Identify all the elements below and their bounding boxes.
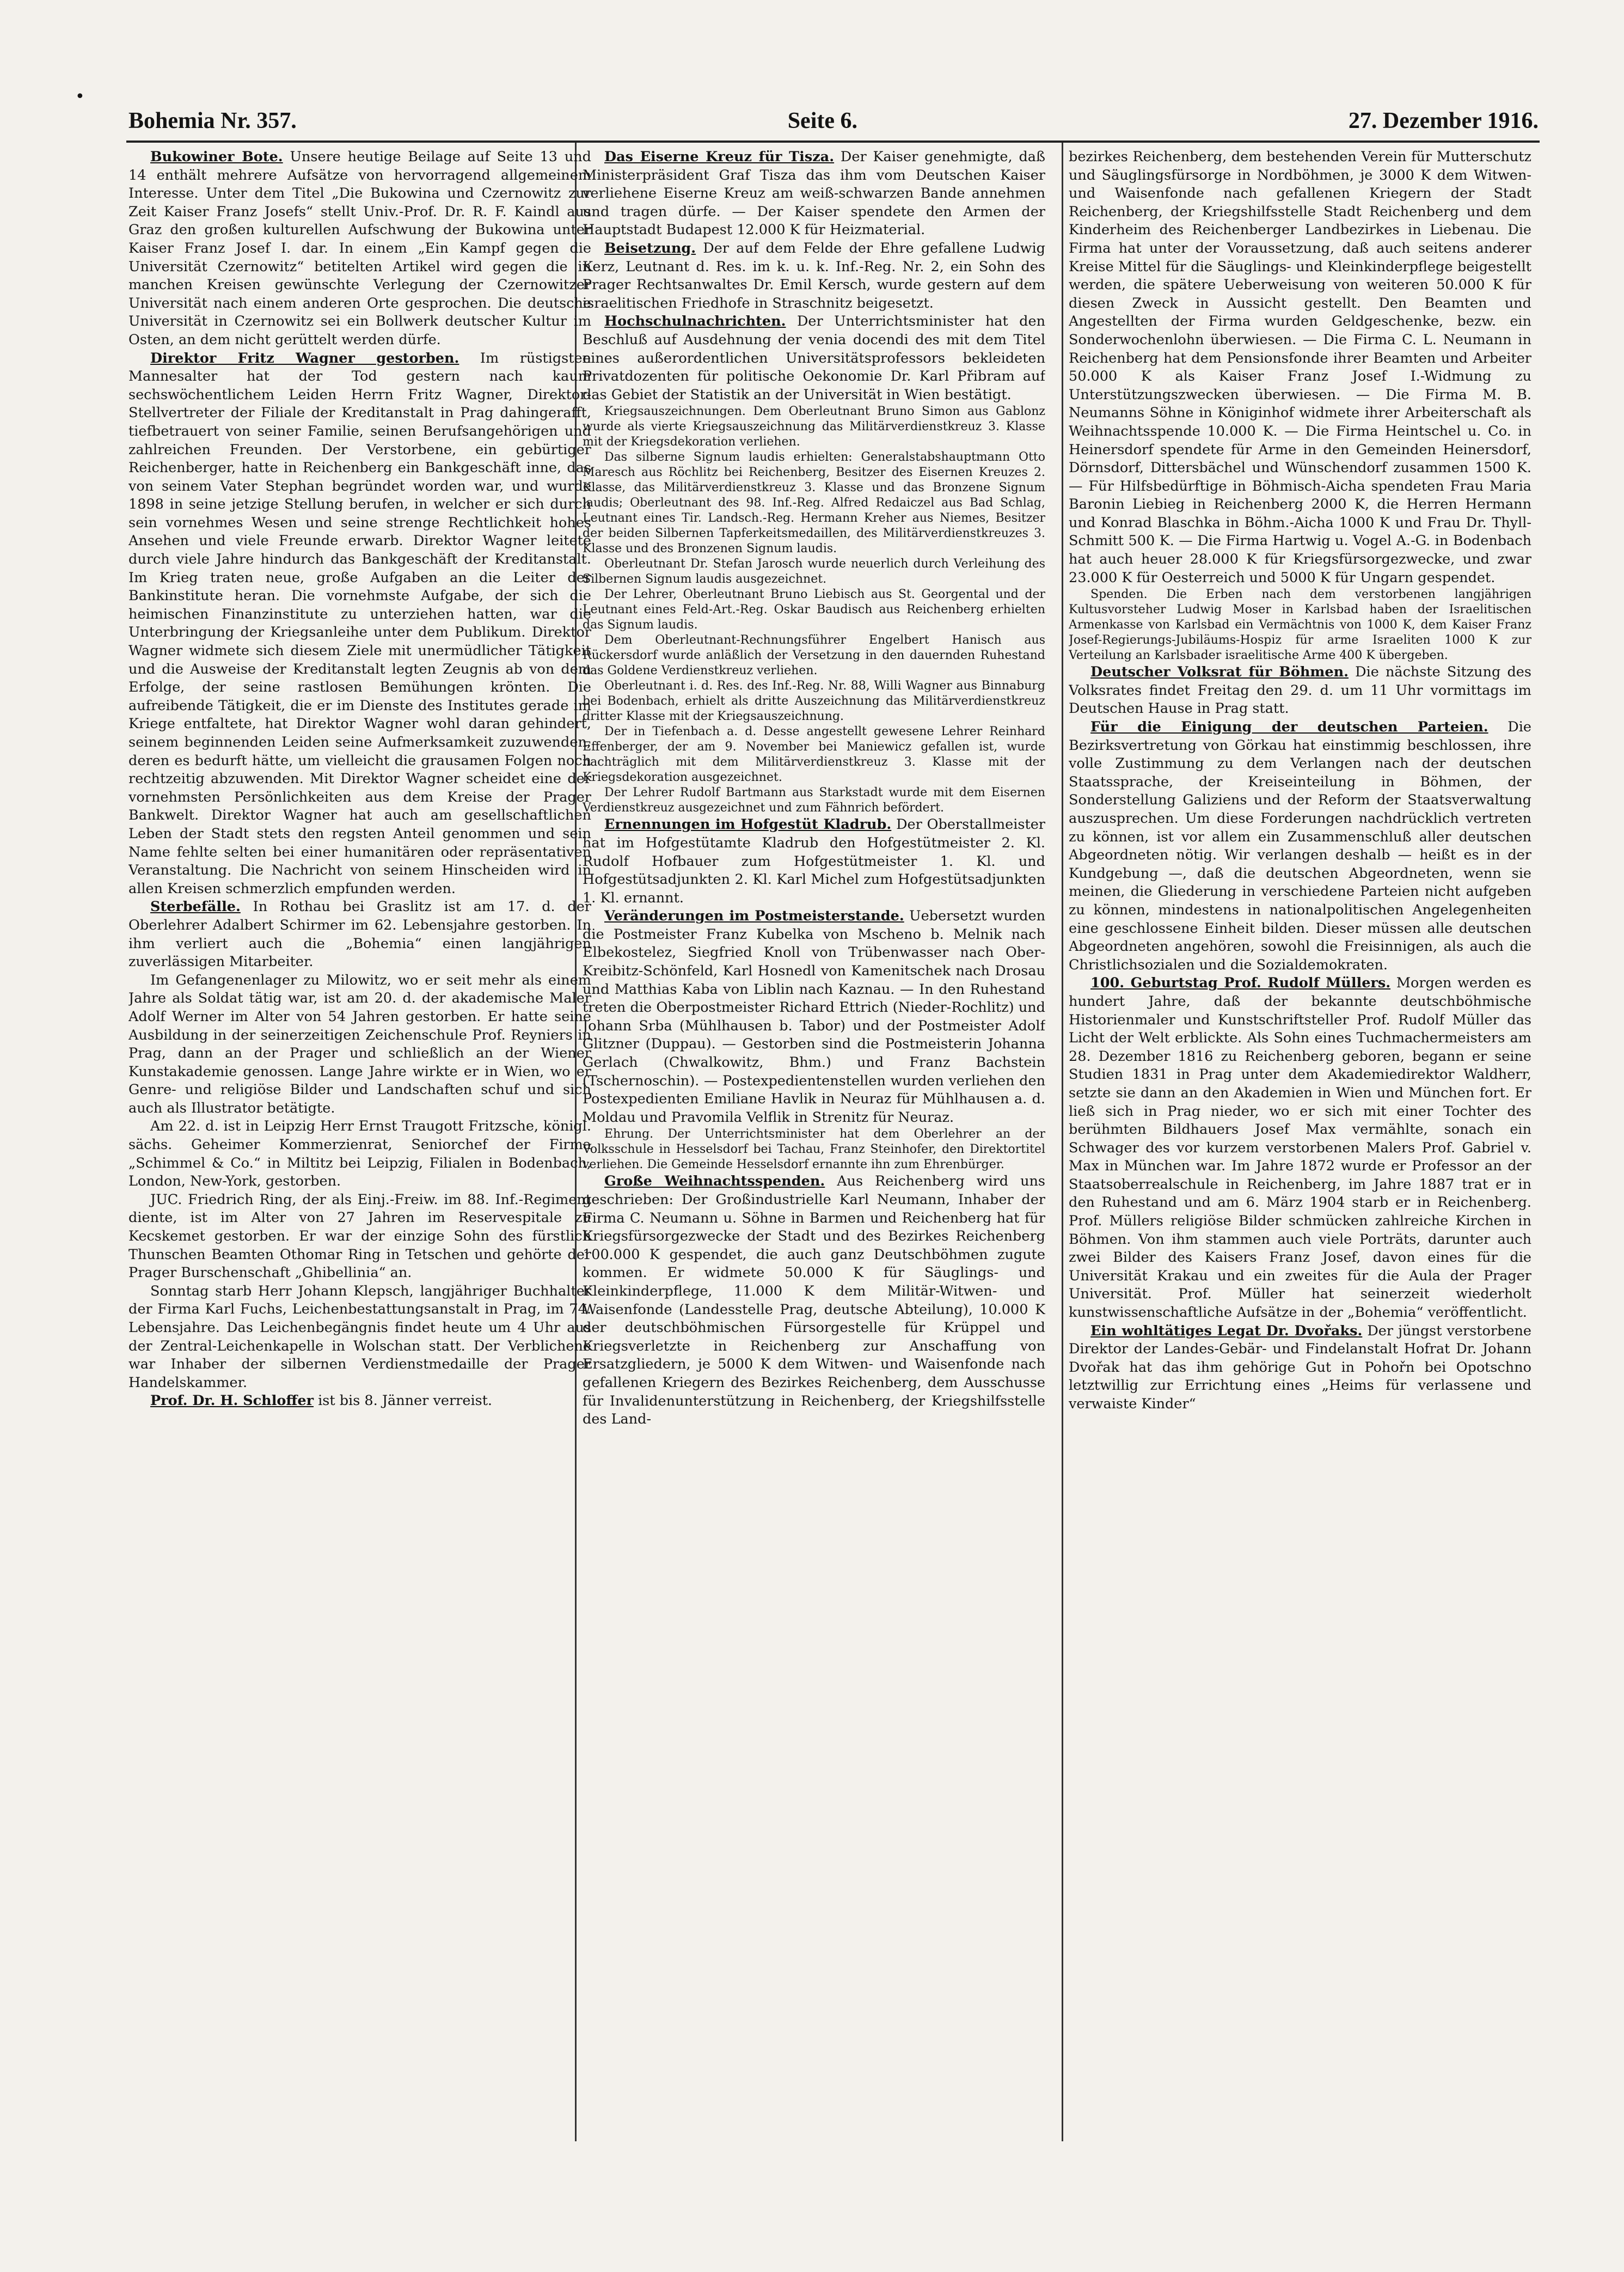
article-text: Der auf dem Felde der Ehre gefallene Ludwig Kerz, Leutnant d. Res. im k. u. k. Inf.-Reg. Nr. 2, ein Sohn des Prager Rechtsanwaltes Dr. Emil Kersch, wurde gestern auf dem israelitischen Friedhofe in Straschnitz beigesetzt. <box>583 240 1045 312</box>
header-page-number: Seite 6. <box>787 108 857 133</box>
article-text: Oberleutnant i. d. Res. des Inf.-Reg. Nr. 88, Willi Wagner aus Binnaburg bei Bodenbach, erhielt als dritte Auszeichnung das Militärverdienstkreuz dritter Klasse mit der Kriegsauszeichnung. <box>583 679 1045 724</box>
article-paragraph <box>583 313 1045 404</box>
article-heading: Große Weihnachtsspenden. <box>604 1173 825 1190</box>
article-text: Der Lehrer, Oberleutnant Bruno Liebisch aus St. Georgental und der Leutnant eines Feld-Art.-Reg. Oskar Baudisch aus Reichenberg erhielten das Signum laudis. <box>583 588 1045 632</box>
article-paragraph <box>583 724 1045 785</box>
article-paragraph <box>1069 974 1531 1322</box>
article-paragraph <box>583 557 1045 587</box>
article-heading: Prof. Dr. H. Schloffer <box>150 1392 314 1409</box>
article-heading: Ein wohltätiges Legat Dr. Dvořaks. <box>1090 1322 1363 1339</box>
print-speck: • <box>75 87 85 106</box>
article-text: Morgen werden es hundert Jahre, daß der bekannte deutschböhmische Historienmaler und Kunstschriftsteller Prof. Rudolf Müller das Licht der Welt erblickte. Als Sohn eines Tuchmachermeisters am 28. Dezember 1816 zu Reichenberg geboren, begann er seine Studien 1831 in Prag unter dem Akademiedirektor Waldherr, setzte sie dann an den Akademien in Wien und München fort. Er ließ sich in Prag nieder, wo er sich mit einer Tochter des berühmten Bildhauers Josef Max vermählte, sonach ein Schwager des vor kurzem verstorbenen Malers Prof. Gabriel v. Max in München war. Im Jahre 1872 wurde er Professor an der Staatsoberrealschule in Reichenberg, im Jahre 1887 trat er in den Ruhestand und am 6. März 1904 starb er in Reichenberg. Prof. Müllers religiöse Bilder schmücken zahlreiche Kirchen in Böhmen. Von ihm stammen auch viele Porträts, darunter auch zwei Bilder des Kaisers Franz Josef, davon eines für die Universität Krakau und ein zweites für die Aula der Prager Universität. Prof. Müller hat seinerzeit wiederholt kunstwissenschaftliche Aufsätze in der „Bohemia“ veröffentlicht. <box>1069 975 1531 1321</box>
article-paragraph <box>583 587 1045 633</box>
article-text: Das silberne Signum laudis erhielten: Generalstabshauptmann Otto Maresch aus Röchlitz bei Reichenberg, Besitzer des Eisernen Kreuzes 2. Klasse, das Militärverdienstkreuz 3. Klasse und das Bronzene Signum laudis; Oberleutnant des 98. Inf.-Reg. Alfred Redaiczel aus Bad Schlag, Leutnant eines Tir. Landsch.-Reg. Hermann Kreher aus Niemes, Besitzer der beiden Silbernen Tapferkeitsmedaillen, des Militärverdienstkreuzes 3. Klasse und des Bronzenen Signum laudis. <box>583 450 1045 556</box>
article-heading: Ernennungen im Hofgestüt Kladrub. <box>604 816 892 833</box>
article-text: Spenden. Die Erben nach dem verstorbenen langjährigen Kultusvorsteher Ludwig Moser in Karlsbad haben der Israelitischen Armenkasse von Karlsbad ein Vermächtnis von 1000 K, dem Kaiser Franz Josef-Regierungs-Jubiläums-Hospiz für arme Israeliten 1000 K zur Verteilung an Karlsbader israelitische Arme 400 K übergeben. <box>1069 588 1531 663</box>
article-text: Kriegsauszeichnungen. Dem Oberleutnant Bruno Simon aus Gablonz wurde als vierte Kriegsauszeichnung das Militärverdienstkreuz 3. Klasse mit der Kriegsdekoration verliehen. <box>583 405 1045 449</box>
article-paragraph <box>583 679 1045 724</box>
article-heading: Direktor Fritz Wagner gestorben. <box>150 350 459 367</box>
article-paragraph <box>583 633 1045 679</box>
article-text: Am 22. d. ist in Leipzig Herr Ernst Traugott Fritzsche, königl. sächs. Geheimer Kommerzienrat, Seniorchef der Firma „Schimmel & Co.“ in Miltitz bei Leipzig, Filialen in Bodenbach, London, New-York, gestorben. <box>128 1118 591 1190</box>
article-text: Der Lehrer Rudolf Bartmann aus Starkstadt wurde mit dem Eisernen Verdienstkreuz ausgezeichnet und zum Fähnrich befördert. <box>583 786 1045 815</box>
header-date: 27. Dezember 1916. <box>1348 108 1539 133</box>
article-heading: Für die Einigung der deutschen Parteien. <box>1090 719 1488 736</box>
column-rule-2 <box>1062 143 1063 2141</box>
article-heading: Beisetzung. <box>604 240 696 256</box>
article-text: Im rüstigsten Mannesalter hat der Tod gestern nach kaum sechswöchentlichem Leiden Herrn Fritz Wagner, Direktor-Stellvertreter der Filiale der Kreditanstalt in Prag dahingerafft, tiefbetrauert von seiner Familie, seinen Berufsangehörigen und zahlreichen Freunden. Der Verstorbene, ein gebürtiger Reichenberger, hatte in Reichenberg ein Bankgeschäft inne, das von seinem Vater Stephan begründet worden war, und wurde 1898 in seine jetzige Stellung berufen, in welcher er sich durch sein vornehmes Wesen und seine strenge Rechtlichkeit hohes Ansehen und viele Freunde erwarb. Direktor Wagner leitete durch viele Jahre hindurch das Bankgeschäft der Kreditanstalt. Im Krieg traten neue, große Aufgaben an die Leiter der Bankinstitute heran. Die vornehmste Aufgabe, der sich die heimischen Finanzinstitute zu unterziehen hatten, war die Unterbringung der Kriegsanleihe unter dem Publikum. Direktor Wagner widmete sich diesem Ziele mit unermüdlicher Tätigkeit und die Ausweise der Kreditanstalt legten Zeugnis ab von dem Erfolge, der seine rastlosen Bemühungen krönten. Die aufreibende Tätigkeit, die er im Dienste des Institutes gerade im Kriege entfaltete, hat Direktor Wagner wohl daran gehindert, seinem beginnenden Leiden seine Aufmerksamkeit zuzuwenden, deren es bedurft hätte, um vielleicht die grausamen Folgen noch rechtzeitig abzuwenden. Mit Direktor Wagner scheidet eine der vornehmsten Persönlichkeiten aus dem Kreise der Prager Bankwelt. Direktor Wagner hat auch am gesellschaftlichen Leben der Stadt stets den regsten Anteil genommen und sein Name fehlte selten bei einer humanitären oder repräsentativen Veranstaltung. Die Nachricht von seinem Hinscheiden wird in allen Kreisen schmerzlich empfunden werden. <box>128 350 591 897</box>
article-heading: Hochschulnachrichten. <box>604 313 786 330</box>
article-text: Die Bezirksvertretung von Görkau hat einstimmig beschlossen, ihre volle Zustimmung zu dem Verlangen nach der deutschen Staatssprache, der Kreiseinteilung in Böhmen, der Sonderstellung Galiziens und der Reform der Staatsverwaltung auszusprechen. Um diese Forderungen nachdrücklich vertreten zu können, ist vor allem ein Zusammenschluß aller deutschen Abgeordneten nötig. Wir verlangen deshalb — heißt es in der Kundgebung —, daß die deutschen Abgeordneten, wenn sie meinen, die Gliederung in verschiedene Parteien nicht aufgeben zu können, mindestens in nationalpolitischen Angelegenheiten eine geschlossene Einheit bilden. Dieser müssen alle deutschen Abgeordneten angehören, sowohl die Freisinnigen, als auch die Christlichsozialen und die Sozialdemokraten. <box>1069 719 1531 973</box>
article-text: Der in Tiefenbach a. d. Desse angestellt gewesene Lehrer Reinhard Effenberger, der am 9. November bei Maniewicz gefallen ist, wurde nachträglich mit dem Militärverdienstkreuz 3. Klasse mit der Kriegsdekoration ausgezeichnet. <box>583 725 1045 785</box>
article-text: Aus Reichenberg wird uns geschrieben: Der Großindustrielle Karl Neumann, Inhaber der Firma C. Neumann u. Söhne in Barmen und Reichenberg hat für Kriegsfürsorgezwecke der Stadt und des Bezirkes Reichenberg 100.000 K gespendet, die auch ganz Deutschböhmen zugute kommen. Er widmete 50.000 K für Säuglings- und Kleinkinderpflege, 11.000 K dem Militär-Witwen- und Waisenfonde (Landesstelle Prag, deutsche Abteilung), 10.000 K der deutschböhmischen Fürsorgestelle für Krüppel und Kriegsverletzte in Reichenberg zur Anschaffung von Ersatzgliedern, je 5000 K dem Witwen- und Waisenfonde nach gefallenen Kriegern des Bezirkes Reichenberg, dem Ausschusse für Invalidenunterstützung in Reichenberg, der Kriegshilfsstelle des Land- <box>583 1173 1045 1428</box>
article-text: ist bis 8. Jänner verreist. <box>314 1392 493 1409</box>
article-text: Im Gefangenenlager zu Milowitz, wo er seit mehr als einem Jahre als Soldat tätig war, ist am 20. d. der akademische Maler Adolf Werner im Alter von 54 Jahren gestorben. Er hatte seine Ausbildung in der seinerzeitigen Zeichenschule Prof. Reyniers in Prag, dann an der Prager und schließlich an der Wiener Kunstakademie genossen. Lange Jahre wirkte er in Wien, wo er Genre- und religiöse Bilder und Landschaften schuf und sich auch als Illustrator betätigte. <box>128 972 591 1116</box>
header-issue: Bohemia Nr. 357. <box>128 108 297 133</box>
page-header <box>128 105 1539 137</box>
article-paragraph <box>583 450 1045 557</box>
article-heading: Veränderungen im Postmeisterstande. <box>604 908 904 925</box>
article-paragraph <box>583 240 1045 313</box>
article-paragraph <box>128 350 591 899</box>
article-text: JUC. Friedrich Ring, der als Einj.-Freiw. im 88. Inf.-Regiment diente, ist im Alter von 27 Jahren im Reservespitale zu Kecskemet gestorben. Er war der einzige Sohn des fürstlich Thunschen Beamten Othomar Ring in Tetschen und gehörte der Prager Burschenschaft „Ghibellinia“ an. <box>128 1191 591 1281</box>
article-paragraph <box>1069 718 1531 974</box>
article-text: Sonntag starb Herr Johann Klepsch, langjähriger Buchhalter der Firma Karl Fuchs, Leichenbestattungsanstalt in Prag, im 74. Lebensjahre. Das Leichenbegängnis findet heute um 4 Uhr aus der Zentral-Leichenkapelle in Wolschan statt. Der Verblichene war Inhaber der silbernen Verdienstmedaille der Prager Handelskammer. <box>128 1282 591 1391</box>
article-text: Die nächste Sitzung des Volksrates findet Freitag den 29. d. um 11 Uhr vormittags im Deutschen Hause in Prag statt. <box>1069 664 1531 717</box>
article-text: Der jüngst verstorbene Direktor der Landes-Gebär- und Findelanstalt Hofrat Dr. Johann Dvořak hat das ihm gehörige Gut in Pohořn bei Opotschno letztwillig zur Errichtung eines „Heims für verlassene und verwaiste Kinder“ <box>1069 1322 1531 1412</box>
column-3 <box>1069 148 1531 2136</box>
article-heading: Deutscher Volksrat für Böhmen. <box>1090 664 1349 681</box>
column-2 <box>583 148 1045 2136</box>
article-paragraph <box>1069 1322 1531 1414</box>
article-paragraph <box>128 972 591 1118</box>
article-text: Der Kaiser genehmigte, daß Ministerpräsident Graf Tisza das ihm vom Deutschen Kaiser verliehene Eiserne Kreuz am weiß-schwarzen Bande annehmen und tragen dürfe. — Der Kaiser spendete den Armen der Hauptstadt Budapest 12.000 K für Heizmaterial. <box>583 149 1045 239</box>
article-paragraph <box>128 898 591 971</box>
article-paragraph <box>128 1282 591 1392</box>
article-heading: Sterbefälle. <box>150 899 241 915</box>
article-text: Der Unterrichtsminister hat den Beschluß auf Ausdehnung der venia docendi des mit dem Titel eines außerordentlichen Universitätsprofessors bekleideten Privatdozenten für politische Oekonomie Dr. Karl Přibram auf das Gebiet der Statistik an der Universität in Wien bestätigt. <box>583 313 1045 403</box>
article-text: bezirkes Reichenberg, dem bestehenden Verein für Mutterschutz und Säuglingsfürsorge in Nordböhmen, je 3000 K dem Witwen- und Waisenfonde nach gefallenen Kriegern der Stadt Reichenberg, der Kriegshilfsstelle Stadt Reichenberg und dem Kinderheim des Reichenberger Landbezirkes in Liebenau. Die Firma hat unter der Voraussetzung, daß auch seitens anderer Kreise Mittel für die Säuglings- und Kleinkinderpflege beigestellt werden, die spätere Ueberweisung von weiteren 50.000 K für diesen Zweck in Aussicht gestellt. Den Beamten und Angestellten der Firma wurden Geldgeschenke, bezw. ein Sonderwochenlohn überwiesen. — Die Firma C. L. Neumann in Reichenberg hat dem Pensionsfonde ihrer Beamten und Arbeiter 50.000 K als Kaiser Franz Josef I.-Widmung zu Unterstützungszwecken überwiesen. — Die Firma M. B. Neumanns Söhne in Königinhof widmete ihrer Arbeiterschaft als Weihnachtsspende 10.000 K. — Die Firma Heintschel u. Co. in Heinersdorf spendete für Arme in den Gemeinden Heinersdorf, Dörnsdorf, Dittersbächel und Wünschendorf zusammen 1500 K. — Für Hilfsbedürftige in Böhmisch-Aicha spendeten Frau Maria Baronin Liebieg in Reichenberg 2000 K, die Herren Hermann und Konrad Blaschka in Böhm.-Aicha 1000 K und Frau Dr. Thyll-Schmitt 500 K. — Die Firma Hartwig u. Vogel A.-G. in Bodenbach hat auch heuer 28.000 K für Kriegsfürsorgezwecke, und zwar 23.000 K für Oesterreich und 5000 K für Ungarn gespendet. <box>1069 149 1531 586</box>
article-paragraph <box>1069 663 1531 718</box>
article-paragraph <box>583 1172 1045 1428</box>
article-paragraph <box>583 1127 1045 1172</box>
article-text: Ehrung. Der Unterrichtsminister hat dem Oberlehrer an der Volksschule in Hesselsdorf bei Tachau, Franz Steinhofer, den Direktortitel verliehen. Die Gemeinde Hesselsdorf ernannte ihn zum Ehrenbürger. <box>583 1127 1045 1172</box>
article-paragraph <box>583 148 1045 240</box>
article-paragraph <box>583 404 1045 450</box>
article-paragraph <box>583 907 1045 1127</box>
article-paragraph <box>128 1392 591 1410</box>
article-paragraph <box>583 816 1045 907</box>
article-paragraph <box>1069 587 1531 663</box>
column-1 <box>128 148 591 2136</box>
article-paragraph <box>128 1117 591 1190</box>
article-text: Uebersetzt wurden die Postmeister Franz Kubelka von Mscheno b. Melnik nach Elbekostelez, Siegfried Knoll von Trübenwasser nach Ober-Kreibitz-Schönfeld, Karl Hosnedl von Kamenitschek nach Drosau und Matthias Kaba von Liblin nach Kaznau. — In den Ruhestand treten die Oberpostmeister Richard Ettrich (Nieder-Rochlitz) und Johann Srba (Mühlhausen b. Tabor) und der Postmeister Adolf Glitzner (Duppau). — Gestorben sind die Postmeisterin Johanna Gerlach (Chwalkowitz, Bhm.) und Franz Bachstein (Tschernoschin). — Postexpedientenstellen wurden verliehen den Postexpedienten Emiliane Havlik in Neuraz für Mühlhausen a. d. Moldau und Pravomila Velflik in Strenitz für Neuraz. <box>583 908 1045 1126</box>
article-paragraph <box>128 148 591 350</box>
article-text: Unsere heutige Beilage auf Seite 13 und 14 enthält mehrere Aufsätze von hervorragend allgemeinem Interesse. Unter dem Titel „Die Bukowina und Czernowitz zur Zeit Kaiser Franz Josefs“ stellt Univ.-Prof. Dr. R. F. Kaindl aus Graz den großen kulturellen Aufschwung der Bukowina unter Kaiser Franz Josef I. dar. In einem „Ein Kampf gegen die Universität Czernowitz“ betitelten Artikel wird gegen die in manchen Kreisen gewünschte Verlegung der Czernowitzer Universität nach einem anderen Orte gesprochen. Die deutsche Universität in Czernowitz sei ein Bollwerk deutscher Kultur im Osten, an dem nicht gerüttelt werden dürfe. <box>128 149 591 348</box>
article-text: Oberleutnant Dr. Stefan Jarosch wurde neuerlich durch Verleihung des Silbernen Signum laudis ausgezeichnet. <box>583 557 1045 587</box>
article-text: Dem Oberleutnant-Rechnungsführer Engelbert Hanisch aus Rückersdorf wurde anläßlich der Versetzung in den dauernden Ruhestand das Goldene Verdienstkreuz verliehen. <box>583 633 1045 678</box>
article-text: In Rothau bei Graslitz ist am 17. d. der Oberlehrer Adalbert Schirmer im 62. Lebensjahre gestorben. In ihm verliert auch die „Bohemia“ einen langjährigen zuverlässigen Mitarbeiter. <box>128 899 591 970</box>
article-paragraph <box>128 1191 591 1282</box>
article-heading: 100. Geburtstag Prof. Rudolf Müllers. <box>1090 975 1391 992</box>
article-heading: Das Eiserne Kreuz für Tisza. <box>604 149 835 165</box>
article-heading: Bukowiner Bote. <box>150 149 283 165</box>
article-paragraph <box>1069 148 1531 587</box>
article-text: Der Oberstallmeister hat im Hofgestütamte Kladrub den Hofgestütmeister 2. Kl. Rudolf Hofbauer zum Hofgestütmeister 1. Kl. und Hofgestütsadjunkten 2. Kl. Karl Michel zum Hofgestütsadjunkten 1. Kl. ernannt. <box>583 816 1045 906</box>
article-paragraph <box>583 785 1045 816</box>
header-rule <box>126 141 1540 143</box>
